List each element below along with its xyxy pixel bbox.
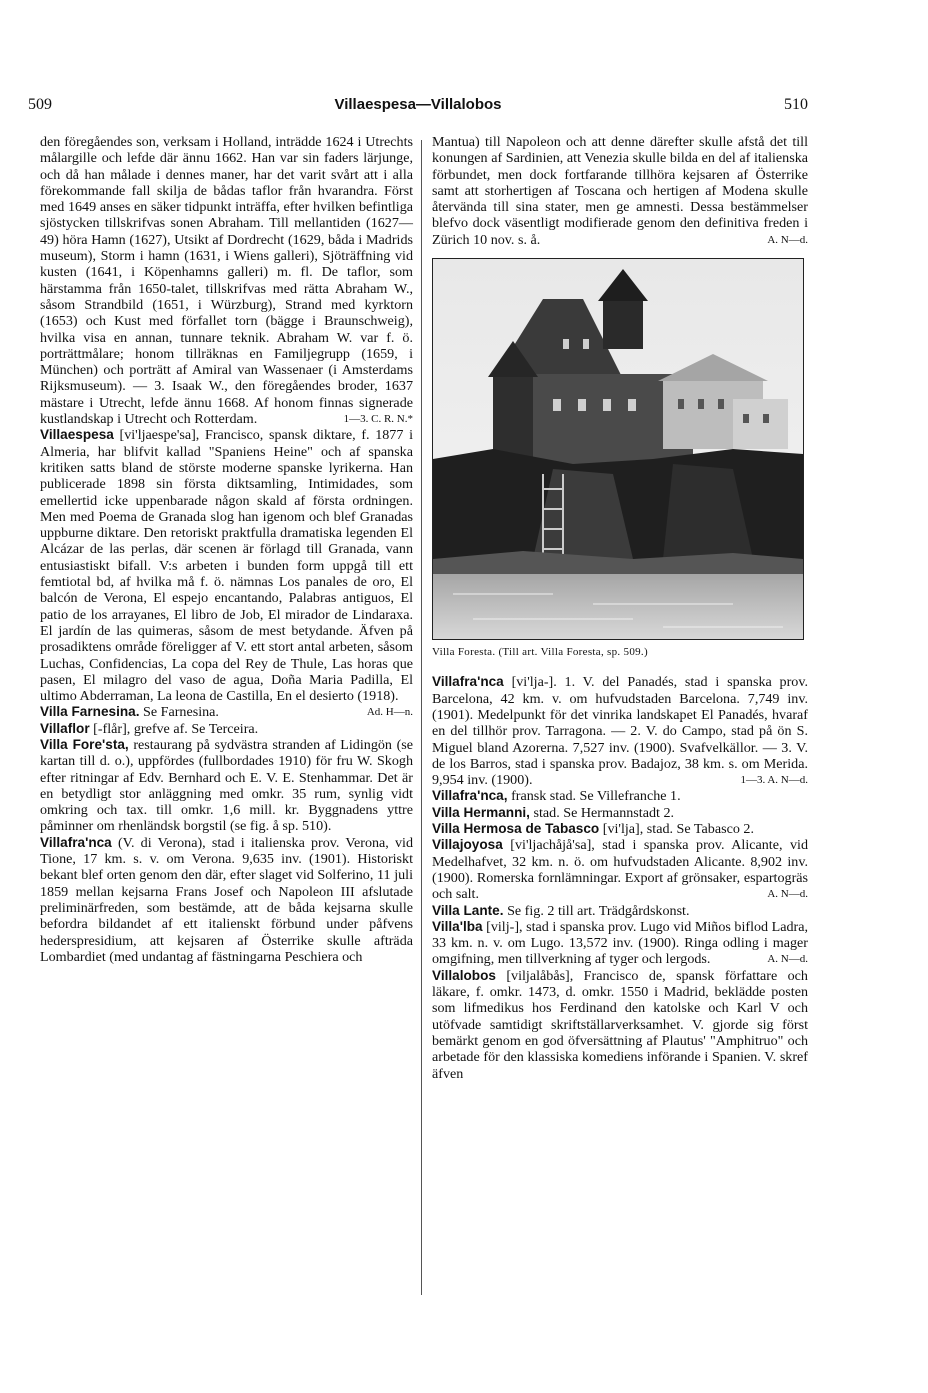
signature: A. N—d. — [767, 888, 808, 901]
page-header — [28, 96, 808, 116]
entry-villa-lante — [432, 903, 808, 919]
photo-illustration — [433, 259, 803, 639]
entry-text: [-flår], grefve af. Se Terceira. — [93, 720, 259, 737]
entry-villa-hermosa — [432, 821, 808, 837]
headword: Villafra'nca — [432, 674, 504, 690]
signature: A. N—d. — [767, 953, 808, 966]
entry-villaflor — [40, 721, 413, 737]
signature: 1—3. A. N—d. — [740, 774, 808, 787]
headword: Villalobos — [432, 967, 496, 983]
page-number-right: 510 — [784, 96, 808, 113]
running-head: Villaespesa—Villalobos — [334, 96, 502, 113]
signature: A. N—d. — [767, 233, 808, 246]
entry-text: restaurang på sydvästra stranden af Lidingön (se kartan till d. o.), uppfördes (fullbordades 1910) för fru W. Skogh efter ritningar af Edv. Bernhard och E. V. E. Stenhammar. Det är en betydligt stor anläggning med omkr. 35 rum, synlig vidt omkring och tax. till omkr. 1,6 mill. kr. Byggnadens yttre påminner om rhenländsk borgstil (se fig. å sp. 510). — [40, 736, 413, 835]
entry-text: [vi'ljachåjå'sa], stad i spanska prov. Alicante, vid Medelhafvet, 32 km. n. ö. om hufvudstaden Alicante. 8,902 inv. (1900). Romerska fornlämningar. Export af grönsaker, espartogräs och salt. — [432, 837, 808, 903]
right-column — [432, 134, 808, 1082]
headword: Villa Farnesina. — [40, 704, 140, 720]
entry-text: Mantua) till Napoleon och att denne därefter skulle afstå det till konungen af Sardinien, att Venezia skulle bilda en del af italienska förbundet, men dock fortfarande tillhöra kejsaren af Österrike samt att storhertigen af Toscana och hertigen af Modena skulle återvända till sina stater, men ge amnesti. Dessa bestämmelser blefvo dock väsentligt modifierade genom den definitiva freden i Zürich 10 nov. s. å. — [432, 134, 808, 248]
headword: Villa Hermanni, — [432, 804, 530, 820]
headword: Villa'lba — [432, 918, 483, 934]
entry-text: (V. di Verona), stad i italienska prov. Verona, vid Tione, 17 km. s. v. om Verona. 9,635 inv. (1901). Historiskt bekant blef orten genom den där, efter slaget vid Solferino, 11 juli 1859 mellan kejsarna Frans Josef och Napoleon III afslutade preliminärfreden, som bestämde, att de båda kejsarna skulle befordra bildandet af ett italienskt förbund under påfvens hederspresidium, att kejsaren af Österrike skulle afträda Lombardiet (med undantag af fästningarna Peschiera och — [40, 834, 413, 965]
entry-villafranca-spain — [432, 674, 808, 788]
entry-continuation — [40, 134, 413, 427]
entry-text: [vi'lja-]. 1. V. del Panadés, stad i spanska prov. Barcelona, 42 km. v. om hufvudstaden Barcelona. 7,749 inv. (1901). Medelpunkt för det vinrika landskapet El Panadés, hvaraf en del tillhör prov. Tarragona. — 2. V. do Campo, stad på ön S. Miguel bland Azorerna. 7,527 inv. (1900). Svafvelkällor. — 3. V. de los Barros, stad i spanska prov. Badajoz, 38 km. s. om Merida. 9,954 inv. (1900). — [432, 674, 808, 789]
entry-continuation — [432, 134, 808, 248]
headword: Villafra'nca — [40, 834, 112, 850]
headword: Villaespesa — [40, 427, 114, 443]
entry-text: [viljalåbås], Francisco de, spansk författare och läkare, f. omkr. 1473, d. omkr. 1550 i Madrid, beklädde posten som lifmedikus hos Ferdinand den katolske och Karl V och utöfvade samtidigt skriftställarverksamhet. V. gjorde sig först bemärkt genom en god öfversättning af Plautus' "Amphitruo" och arbetade för den klassiska komediens införande i Spanien. V. skref äfven — [432, 967, 808, 1082]
entry-text: Se Farnesina. — [143, 704, 219, 721]
entry-text: stad. Se Hermannstadt 2. — [533, 804, 675, 821]
entry-villalobos — [432, 968, 808, 1082]
headword: Villafra'nca, — [432, 788, 508, 804]
entry-villa-hermanni — [432, 805, 808, 821]
column-divider — [421, 140, 422, 1295]
entry-villajoyosa — [432, 837, 808, 902]
entry-text: den föregåendes son, verksam i Holland, inträdde 1624 i Utrechts målargille och lefde där ännu 1662. Han var sin faders lärjunge, och då han målade i dennes maner, har det varit svårt att i alla förekommande fall skilja de bådas taflor från hvarandra. Först med 1649 anses en säker tidpunkt inträffa, efter hvilken befintliga sjöstycken tillskrifvas sonen Abraham. Till mellantiden (1627—49) höra Hamn (1627), Utsikt af Dordrecht (1629, båda i Madrids museum), Storm i hamn (1631, i Wiens galleri), Sjöträffning vid kusten (1641, i Köpenhamns galleri) m. fl. De taflor, som härstamma från 1650-talet, tillskrifvas med rätta Abraham W., såsom Strandbild (1651, i Würzburg), Strand med kyrktorn (1653) och Kust med förfallet torn (bägge i Braunschweig), hvilka visa en annan, tunnare teknik. Abraham W. var f. ö. porträttmålare; honom tillräknas en Familjegrupp (1659, i München) och porträtt af Amiral van Wassenaer (i Amsterdams Rijksmuseum). — 3. Isaak W., den föregåendes broder, 1637 mästare i Utrecht, lefde ännu 1668. Af honom finnas signerade kustlandskap i Utrecht och Rotterdam. — [40, 134, 413, 428]
figure-caption: Villa Foresta. (Till art. Villa Foresta, sp. 509.) — [432, 646, 648, 659]
signature: Ad. H—n. — [366, 706, 413, 719]
headword: Villa Fore'sta, — [40, 736, 129, 752]
left-column — [40, 134, 413, 965]
headword: Villa Hermosa de Tabasco — [432, 821, 600, 837]
entry-villafranca-france — [432, 788, 808, 804]
entry-villa-farnesina — [40, 704, 413, 720]
signature: 1—3. C. R. N.* — [343, 413, 413, 426]
headword: Villaflor — [40, 720, 90, 736]
entry-text: fransk stad. Se Villefranche 1. — [511, 788, 681, 805]
entry-text: [vi'ljaespe'sa], Francisco, spansk diktare, f. 1877 i Almeria, har blifvit kallad "Spaniens Heine" och af spanska kritiken satts bland de störste moderne spanske lyrikerna. Han publicerade 1898 sin första diktsamling, Intimidades, som emellertid icke uppenbarade någon skald af första ordningen. Men med Poema de Granada slog han igenom och blef Granadas uppburne diktare. Den retoriskt praktfulla dramatiska legenden El Alcázar de las perlas, där scenen är förlagd till Granada, vann entusiastiskt bifall. V:s arbeten i bunden form uppgå till ett femtiotal bd, af hvilka må f. ö. nämnas Los panales de oro, El balcón de Verona, El espejo encantando, Palabras antiguos, El patio de los arrayanes, El libro de Job, El mirador de Lindaraxa. El jardín de las quimeras, såsom de mest betydande. Äfven på prosadiktens område föreligger af V. ett stort antal arbeten, såsom Luchas, Confidencias, La copa del Rey de Thule, Las horas que pasen, El milagro del vaso de agua, Doña Maria Padilla, El ultimo Abderraman, La leona de Castilla, En el desierto (1918). — [40, 427, 413, 705]
entry-villa-foresta — [40, 737, 413, 835]
entry-text: Se fig. 2 till art. Trädgårdskonst. — [507, 902, 690, 919]
page-number-left: 509 — [28, 96, 52, 113]
villa-foresta-photo — [432, 258, 804, 640]
entry-villalba — [432, 919, 808, 968]
entry-villafranca-verona — [40, 835, 413, 965]
headword: Villajoyosa — [432, 837, 503, 853]
entry-text: [vi'lja], stad. Se Tabasco 2. — [602, 821, 754, 838]
entry-text: [vilj-], stad i spanska prov. Lugo vid Miños biflod Ladra, 33 km. n. v. om Lugo. 13,572 inv. (1900). Ringa odling i mager omgifning, men tillverkning af tyger och lergods. — [432, 918, 809, 968]
headword: Villa Lante. — [432, 902, 504, 918]
